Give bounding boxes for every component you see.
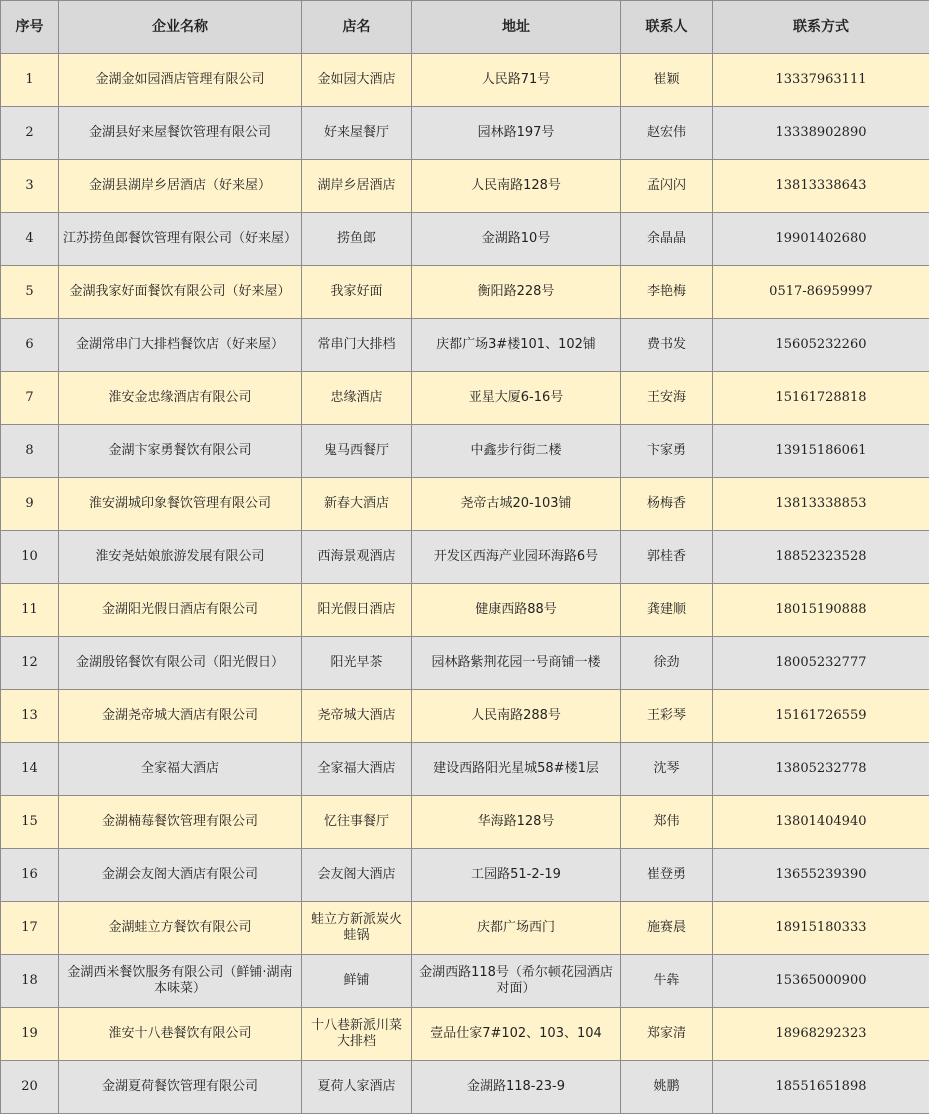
row-number: 1: [1, 54, 59, 107]
address: 庆都广场西门: [412, 902, 621, 955]
table-row: [1, 955, 929, 1008]
phone-number: 18968292323: [713, 1008, 929, 1061]
row-number: 11: [1, 584, 59, 637]
row-number: 17: [1, 902, 59, 955]
address: 亚星大厦6-16号: [412, 372, 621, 425]
shop-name: 会友阁大酒店: [302, 849, 412, 902]
phone-number: 13655239390: [713, 849, 929, 902]
phone-number: 15605232260: [713, 319, 929, 372]
contact-person: 施赛晨: [621, 902, 713, 955]
row-number: 18: [1, 955, 59, 1008]
shop-name: 西海景观酒店: [302, 531, 412, 584]
row-number: 13: [1, 690, 59, 743]
contact-person: 郑家清: [621, 1008, 713, 1061]
row-number: 12: [1, 637, 59, 690]
address: 金湖路10号: [412, 213, 621, 266]
phone-number: 15161728818: [713, 372, 929, 425]
phone-number: 13805232778: [713, 743, 929, 796]
phone-number: 13813338853: [713, 478, 929, 531]
table-body: [1, 54, 929, 1114]
contact-person: 崔登勇: [621, 849, 713, 902]
phone-number: 18852323528: [713, 531, 929, 584]
table-row: [1, 531, 929, 584]
phone-number: 13337963111: [713, 54, 929, 107]
contact-person: 姚鹏: [621, 1061, 713, 1114]
header-no: 序号: [1, 1, 59, 54]
table-row: [1, 107, 929, 160]
table-row: [1, 584, 929, 637]
phone-number: 18005232777: [713, 637, 929, 690]
header-row: [1, 1, 929, 54]
shop-name: 捞鱼郎: [302, 213, 412, 266]
table-row: [1, 319, 929, 372]
phone-number: 13915186061: [713, 425, 929, 478]
phone-number: 0517-86959997: [713, 266, 929, 319]
contact-person: 徐劲: [621, 637, 713, 690]
company-name: 金湖卞家勇餐饮有限公司: [59, 425, 302, 478]
company-name: 金湖殷铭餐饮有限公司（阳光假日）: [59, 637, 302, 690]
row-number: 2: [1, 107, 59, 160]
contact-person: 龚建顺: [621, 584, 713, 637]
table-row: [1, 690, 929, 743]
contact-person: 牛犇: [621, 955, 713, 1008]
phone-number: 13813338643: [713, 160, 929, 213]
table-row: [1, 213, 929, 266]
shop-name: 阳光早茶: [302, 637, 412, 690]
row-number: 9: [1, 478, 59, 531]
contact-person: 赵宏伟: [621, 107, 713, 160]
table-row: [1, 1061, 929, 1114]
row-number: 7: [1, 372, 59, 425]
contact-person: 王安海: [621, 372, 713, 425]
contact-person: 李艳梅: [621, 266, 713, 319]
table-row: [1, 743, 929, 796]
company-name: 金湖蛙立方餐饮有限公司: [59, 902, 302, 955]
contact-person: 孟闪闪: [621, 160, 713, 213]
contact-person: 王彩琴: [621, 690, 713, 743]
company-name: 金湖县湖岸乡居酒店（好来屋）: [59, 160, 302, 213]
address: 建设西路阳光星城58#楼1层: [412, 743, 621, 796]
shop-name: 常串门大排档: [302, 319, 412, 372]
shop-name: 忠缘酒店: [302, 372, 412, 425]
address: 尧帝古城20-103铺: [412, 478, 621, 531]
table-row: [1, 902, 929, 955]
company-name: 江苏捞鱼郎餐饮管理有限公司（好来屋）: [59, 213, 302, 266]
company-name: 金湖阳光假日酒店有限公司: [59, 584, 302, 637]
company-name: 金湖常串门大排档餐饮店（好来屋）: [59, 319, 302, 372]
company-name: 金湖我家好面餐饮有限公司（好来屋）: [59, 266, 302, 319]
address: 园林路紫荆花园一号商铺一楼: [412, 637, 621, 690]
phone-number: 18551651898: [713, 1061, 929, 1114]
shop-name: 我家好面: [302, 266, 412, 319]
shop-name: 忆往事餐厅: [302, 796, 412, 849]
company-name: 淮安金忠缘酒店有限公司: [59, 372, 302, 425]
table-row: [1, 425, 929, 478]
row-number: 19: [1, 1008, 59, 1061]
row-number: 14: [1, 743, 59, 796]
contact-person: 杨梅香: [621, 478, 713, 531]
shop-name: 湖岸乡居酒店: [302, 160, 412, 213]
shop-name: 夏荷人家酒店: [302, 1061, 412, 1114]
address: 园林路197号: [412, 107, 621, 160]
company-name: 淮安尧姑娘旅游发展有限公司: [59, 531, 302, 584]
row-number: 8: [1, 425, 59, 478]
company-name: 淮安湖城印象餐饮管理有限公司: [59, 478, 302, 531]
row-number: 20: [1, 1061, 59, 1114]
table-row: [1, 796, 929, 849]
address: 开发区西海产业园环海路6号: [412, 531, 621, 584]
row-number: 4: [1, 213, 59, 266]
row-number: 3: [1, 160, 59, 213]
header-phone: 联系方式: [713, 1, 929, 54]
company-name: 金湖夏荷餐饮管理有限公司: [59, 1061, 302, 1114]
company-name: 金湖金如园酒店管理有限公司: [59, 54, 302, 107]
company-name: 金湖尧帝城大酒店有限公司: [59, 690, 302, 743]
contact-person: 沈琴: [621, 743, 713, 796]
phone-number: 15161726559: [713, 690, 929, 743]
address: 健康西路88号: [412, 584, 621, 637]
table-row: [1, 478, 929, 531]
company-name: 淮安十八巷餐饮有限公司: [59, 1008, 302, 1061]
row-number: 10: [1, 531, 59, 584]
contact-person: 郑伟: [621, 796, 713, 849]
shop-name: 全家福大酒店: [302, 743, 412, 796]
phone-number: 13801404940: [713, 796, 929, 849]
table-row: [1, 54, 929, 107]
shop-name: 尧帝城大酒店: [302, 690, 412, 743]
table-row: [1, 266, 929, 319]
address: 中鑫步行街二楼: [412, 425, 621, 478]
contact-person: 崔颖: [621, 54, 713, 107]
header-company: 企业名称: [59, 1, 302, 54]
address: 庆都广场3#楼101、102铺: [412, 319, 621, 372]
header-shop: 店名: [302, 1, 412, 54]
shop-name: 鬼马西餐厅: [302, 425, 412, 478]
contact-person: 费书发: [621, 319, 713, 372]
shop-name: 好来屋餐厅: [302, 107, 412, 160]
phone-number: 18915180333: [713, 902, 929, 955]
address: 工园路51-2-19: [412, 849, 621, 902]
shop-name: 阳光假日酒店: [302, 584, 412, 637]
header-address: 地址: [412, 1, 621, 54]
address: 人民南路128号: [412, 160, 621, 213]
shop-name: 新春大酒店: [302, 478, 412, 531]
phone-number: 13338902890: [713, 107, 929, 160]
company-name: 金湖西米餐饮服务有限公司（鲜铺·湖南本味菜）: [59, 955, 302, 1008]
address: 衡阳路228号: [412, 266, 621, 319]
header-contact: 联系人: [621, 1, 713, 54]
address: 华海路128号: [412, 796, 621, 849]
shop-name: 十八巷新派川菜大排档: [302, 1008, 412, 1061]
address: 金湖路118-23-9: [412, 1061, 621, 1114]
table-row: [1, 637, 929, 690]
address: 壹品仕家7#102、103、104: [412, 1008, 621, 1061]
address: 金湖西路118号（希尔顿花园酒店对面）: [412, 955, 621, 1008]
row-number: 6: [1, 319, 59, 372]
shop-name: 金如园大酒店: [302, 54, 412, 107]
contact-person: 余晶晶: [621, 213, 713, 266]
address: 人民路71号: [412, 54, 621, 107]
table-row: [1, 372, 929, 425]
row-number: 16: [1, 849, 59, 902]
contact-person: 卞家勇: [621, 425, 713, 478]
contact-person: 郭桂香: [621, 531, 713, 584]
shop-name: 鲜铺: [302, 955, 412, 1008]
company-name: 金湖会友阁大酒店有限公司: [59, 849, 302, 902]
table-row: [1, 160, 929, 213]
company-name: 金湖县好来屋餐饮管理有限公司: [59, 107, 302, 160]
company-name: 全家福大酒店: [59, 743, 302, 796]
phone-number: 15365000900: [713, 955, 929, 1008]
phone-number: 19901402680: [713, 213, 929, 266]
row-number: 15: [1, 796, 59, 849]
table-row: [1, 1008, 929, 1061]
company-name: 金湖楠莓餐饮管理有限公司: [59, 796, 302, 849]
shop-name: 蛙立方新派炭火蛙锅: [302, 902, 412, 955]
address: 人民南路288号: [412, 690, 621, 743]
phone-number: 18015190888: [713, 584, 929, 637]
row-number: 5: [1, 266, 59, 319]
table-row: [1, 849, 929, 902]
